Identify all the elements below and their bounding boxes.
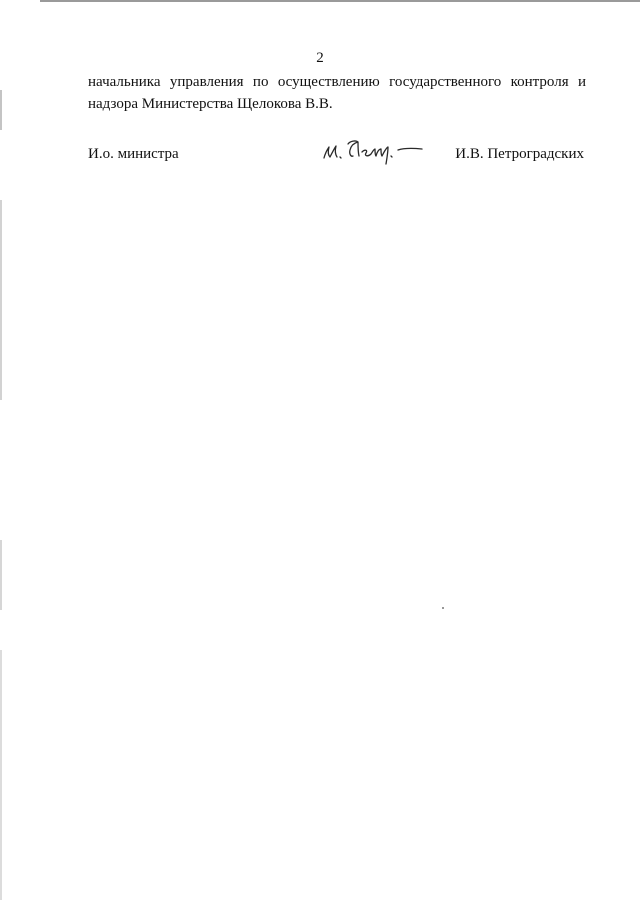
signatory-name: И.В. Петроградских	[455, 146, 584, 162]
scan-edge-left	[0, 200, 2, 400]
scan-speck	[442, 607, 444, 609]
signatory-role: И.о. министра	[88, 146, 179, 162]
scan-edge-left	[0, 90, 2, 130]
handwritten-signature	[318, 134, 428, 168]
scan-edge-left	[0, 650, 2, 900]
scan-edge-top	[40, 0, 640, 2]
body-line: надзора Министерства Щелокова В.В.	[88, 96, 333, 112]
scan-edge-left	[0, 540, 2, 610]
body-line: начальника управления по осуществлению государственного контроля и	[88, 74, 586, 90]
page-number: 2	[316, 50, 324, 66]
body-paragraph	[88, 71, 586, 115]
